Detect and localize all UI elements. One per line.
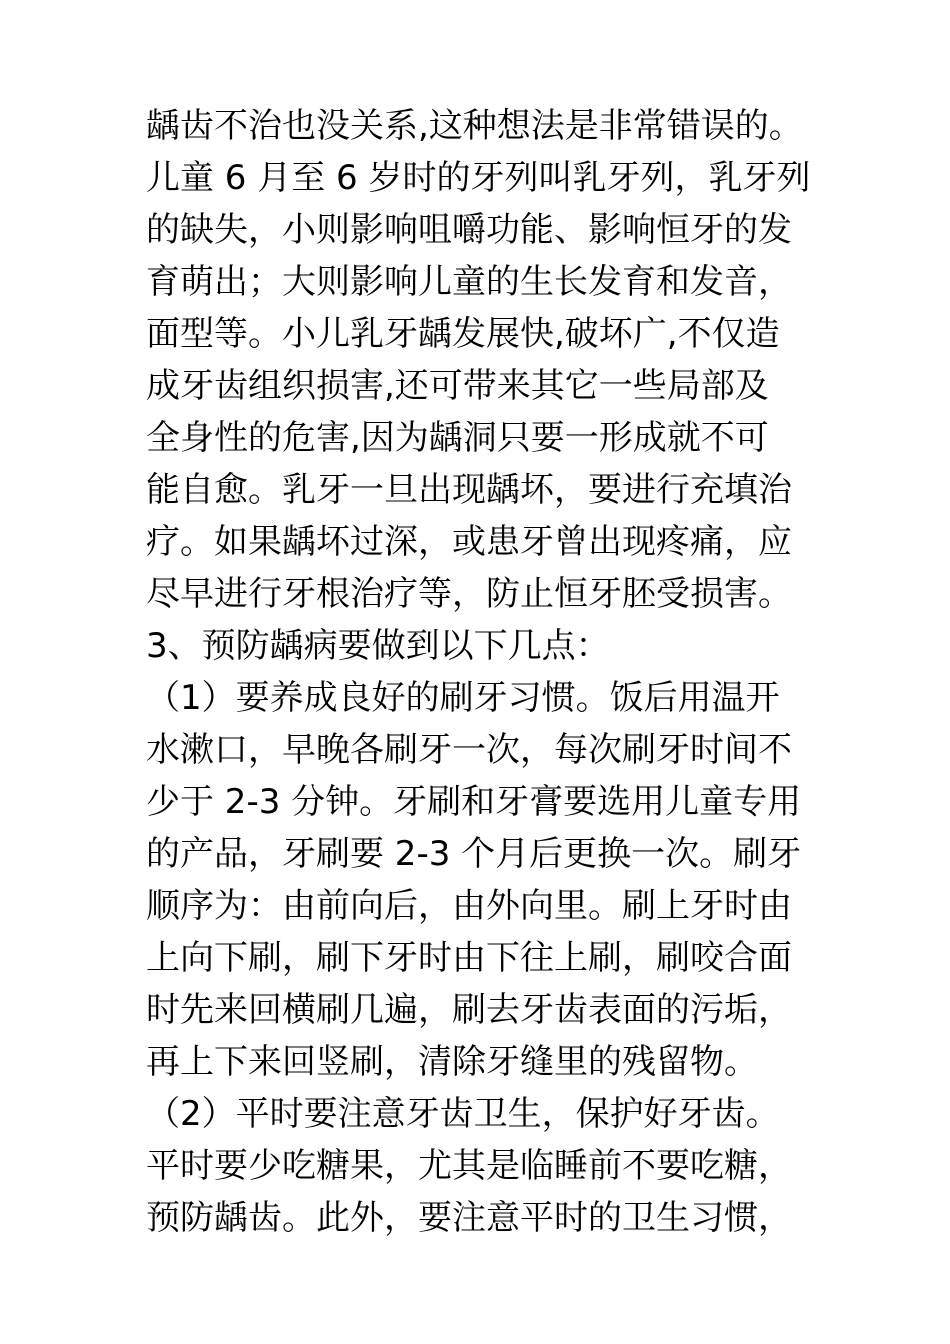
text-line: 龋齿不治也没关系,这种想法是非常错误的。 [146, 106, 803, 146]
text-line: 上向下刷，刷下牙时由下往上刷，刷咬合面 [146, 938, 792, 978]
text-line: 疗。如果龋坏过深，或患牙曾出现疼痛，应 [146, 522, 792, 562]
text-line: 面型等。小儿乳牙龋发展快,破坏广,不仅造 [146, 314, 780, 354]
text-line: 水漱口，早晚各刷牙一次，每次刷牙时间不 [146, 730, 792, 770]
section-heading: 3、预防龋病要做到以下几点： [146, 626, 610, 666]
text-line: 能自愈。乳牙一旦出现龋坏，要进行充填治 [146, 470, 792, 510]
text-line: （1）要养成良好的刷牙习惯。饭后用温开 [146, 678, 780, 718]
text-line: 少于 2-3 分钟。牙刷和牙膏要选用儿童专用 [146, 782, 802, 822]
text-line: 顺序为：由前向后，由外向里。刷上牙时由 [146, 886, 792, 926]
text-line: 的缺失，小则影响咀嚼功能、影响恒牙的发 [146, 210, 792, 250]
text-line: 预防龋齿。此外，要注意平时的卫生习惯， [146, 1198, 792, 1238]
text-line: 平时要少吃糖果，尤其是临睡前不要吃糖， [146, 1146, 792, 1186]
text-line: 儿童 6 月至 6 岁时的牙列叫乳牙列，乳牙列 [146, 158, 811, 198]
text-line: 尽早进行牙根治疗等，防止恒牙胚受损害。 [146, 574, 792, 614]
text-line: （2）平时要注意牙齿卫生，保护好牙齿。 [146, 1094, 780, 1134]
text-line: 的产品，牙刷要 2-3 个月后更换一次。刷牙 [146, 834, 802, 874]
text-line: 时先来回横刷几遍，刷去牙齿表面的污垢， [146, 990, 792, 1030]
text-line: 育萌出；大则影响儿童的生长发育和发音， [146, 262, 792, 302]
text-line: 成牙齿组织损害,还可带来其它一些局部及 [146, 366, 769, 406]
text-line: 再上下来回竖刷，清除牙缝里的残留物。 [146, 1042, 758, 1082]
text-line: 全身性的危害,因为龋洞只要一形成就不可 [146, 418, 769, 458]
body-text [146, 100, 826, 1244]
